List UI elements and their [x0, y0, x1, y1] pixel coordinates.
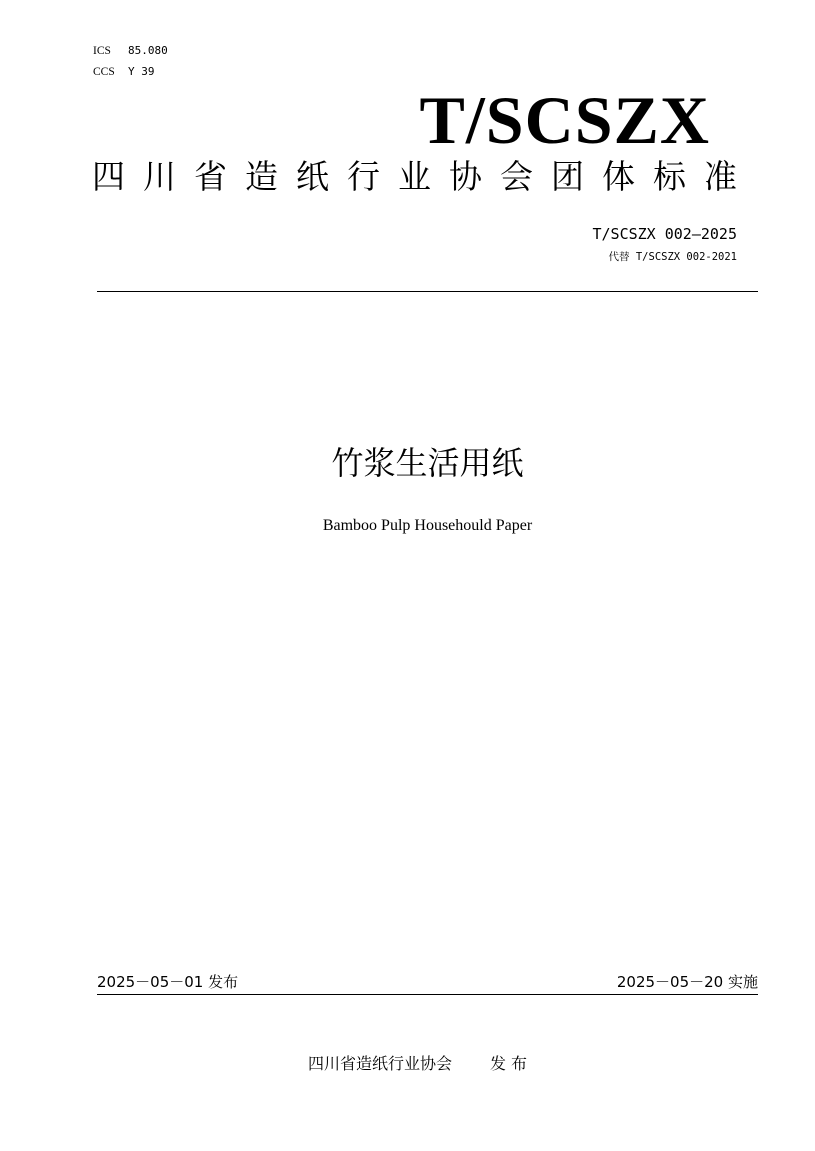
replaces-note: 代替 T/SCSZX 002-2021: [608, 251, 737, 263]
org-title-char: 省: [194, 157, 227, 196]
org-title-char: 标: [653, 157, 686, 196]
ics-value: 85.080: [128, 44, 168, 57]
org-title-char: 体: [602, 157, 635, 196]
publisher-name: 四川省造纸行业协会: [307, 1054, 452, 1073]
ccs-label: CCS: [93, 66, 115, 78]
org-title-char: 行: [347, 157, 380, 196]
org-title-char: 准: [704, 157, 737, 196]
classification-codes: [93, 40, 168, 82]
org-title-char: 川: [143, 157, 176, 196]
implement-date: 2025－05－20 实施: [616, 973, 758, 991]
org-title-char: 纸: [296, 157, 329, 196]
org-title-char: 协: [449, 157, 482, 196]
brand-code: T/SCSZX: [419, 82, 710, 158]
publisher-action: 发 布: [489, 1054, 528, 1073]
document-title-en: Bamboo Pulp Househould Paper: [322, 517, 533, 534]
publisher-line: [0, 1051, 815, 1077]
org-title-char: 团: [551, 157, 584, 196]
org-title-char: 会: [500, 157, 533, 196]
ics-line: [93, 40, 168, 61]
org-title-char: 四: [92, 157, 125, 196]
document-title-cn: 竹浆生活用纸: [331, 444, 524, 482]
ccs-line: [93, 61, 168, 82]
org-title-char: 造: [245, 157, 278, 196]
standard-number: T/SCSZX 002—2025: [592, 225, 737, 243]
footer-divider: [97, 994, 758, 995]
ccs-value: Y 39: [128, 65, 155, 78]
org-title-char: 业: [398, 157, 431, 196]
publish-date: 2025－05－01 发布: [97, 973, 239, 991]
header-divider: [97, 291, 758, 292]
ics-label: ICS: [93, 45, 111, 57]
org-standard-title: [92, 152, 737, 202]
